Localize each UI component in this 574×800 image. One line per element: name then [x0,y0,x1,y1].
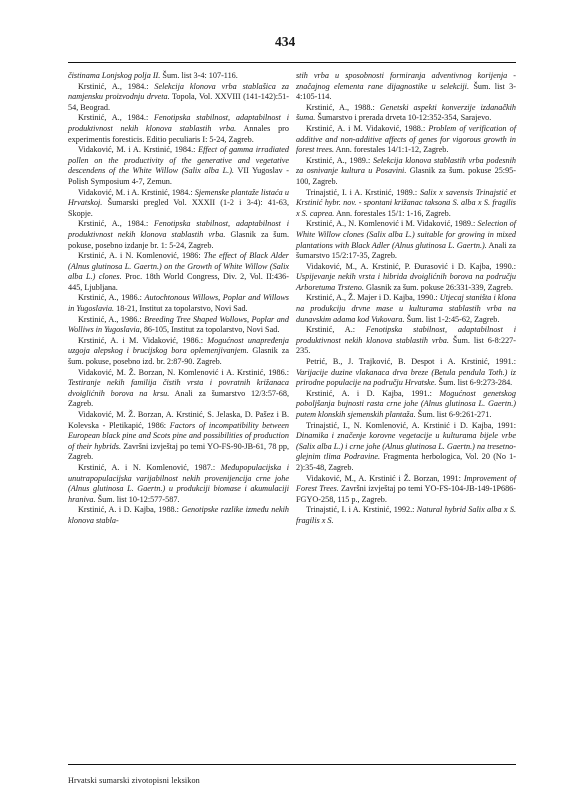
entry-source: Fragmenta herbologica, Vol. 20 (No 1-2):35-48, Zagreb. [296,452,516,472]
left-column [68,71,289,527]
entry-authors: Krstinić, A., 1986.: [78,293,145,303]
bibliography-entry [68,336,289,368]
entry-title: Mogućnost genetskog poboljšanja bujnosti rasta crne johe (Alnus glutinosa L. Gaertn.) putem klonskih sjemenskih plantaža. [296,388,516,419]
entry-authors: Vidaković, M., A. Krstinić, P. Đurasović i D. Kajba, 1990.: [306,261,516,271]
bibliography-entry [296,421,516,474]
entry-authors: Krstinić, A. i M. Vidaković, 1988.: [306,123,429,133]
entry-authors: Krstinić, A., 1986.: [78,314,145,324]
entry-title: Improvement of Forest Trees. [296,473,516,494]
entry-title: Selekcija klonova stablastih vrba podesnih za osnivanje kultura u Posavini. [296,155,516,176]
entry-authors: Vidaković, M. Ž. Borzan, A. Krstinić, S. Jelaska, D. Pašez i B. Kolevska - Pletikapić, 1986: [68,410,289,430]
bibliography-entry [68,293,289,314]
entry-authors: Trinajstić, I. i A. Krstinić, 1992.: [306,505,417,515]
entry-title: Utjecaj staništa i klona na produkciju drvne mase u kulturama stablastih vrba na dunavskim adama kod Vukovara. [296,293,516,324]
entry-authors: Vidaković, M. i A. Krstinić, 1984.: [78,187,195,197]
entry-title: stih vrba u sposobnosti formiranja adventivnog korijenja - značajnog elementa ranе dijagnostike u selekciji. [296,71,516,91]
entry-title: Selection of White Willow clones (Salix alba L.) suitable for growing in mixed plantations with Black Adler (Alnus glutinosa L. Gaertn.). [296,219,516,250]
bibliography-entry [296,124,516,156]
bibliography-entry [68,251,289,293]
bibliography-entry [296,389,516,421]
entry-title: Breeding Tree Shaped Wollows, Poplar and Wolliws in Yugoslavia, [68,314,289,335]
right-column [296,71,516,527]
bibliography-entry [296,325,516,357]
entry-authors: Krstinić, A., Ž. Majer i D. Kajba, 1990.: [306,293,440,303]
entry-authors: Krstinić, A., 1988.: [306,102,380,112]
bibliography-entry [296,156,516,188]
entry-title: Effect of gamma irradiated pollen on the productivity of the generative and vegetative descendens of the White Willow (Salix alba L.). [68,145,289,176]
entry-source: Završni izvještaj po temi YO-FS-104-JB-149-1P686-FGYO-258, 115 p., Zagreb. [296,484,517,504]
entry-source: Glasnik za šum. pokuse, posebno izdanje br. 1: 5-24, Zagreb. [68,229,289,250]
bibliography-entry [68,82,289,114]
entry-source: Šum. list 6-9:273-284. [436,378,513,388]
entry-authors: Krstinić, A., 1984.: [78,81,155,91]
entry-source: Šum. list 6-8:227-235. [296,335,516,356]
entry-source: Annales pro experimentis foresticis. Editio peculiaris I: 5-24, Zagreb. [68,123,289,144]
entry-title: The effect of Black Alder (Alnus glutinosa L. Gaertn.) on the Growth of White Willow (Salix alba L.) clones. [68,251,289,282]
entry-source: Šum. list 3-4:105-114. [296,81,516,102]
entry-source: Završni izvještaj po temi YO-FS-90-JB-61, 78 pp, Zagreb. [68,441,289,462]
bibliography-entry [296,103,516,124]
entry-source: VII Yugoslav - Polish Symposium 4-7, Zemun. [68,166,289,186]
entry-authors: Vidaković, M. Ž. Borzan, N. Komlenović i A. Krstinić, 1986.: [78,367,289,377]
bibliography-entry [68,113,289,145]
page-number: 434 [275,34,296,49]
bibliography-entry [68,463,289,505]
bibliography-entry [296,293,516,325]
entry-source: Ann. forestales 14/1:1-12, Zagreb. [334,145,449,155]
entry-authors: Krstinić, A., 1984.: [78,219,155,229]
entry-title: Varijacije duzine vlakanaca drva breze (Betula pendula Toth.) iz prirodne populacije na području Hrvatske. [296,367,516,388]
entry-source: Proc. 18th World Congress, Div. 2, Vol. II:436-445, Ljubljana. [68,272,289,292]
entry-source: 86-105, Institut za topolarstvo, Novi Sad. [141,325,280,335]
entry-authors: Krstinić, A.: [306,325,366,335]
entry-title: Autochtonous Willows, Poplar and Willows in Yugoslavia. [68,293,289,314]
entry-authors: Krstinić, A. i D. Kajba, 1988.: [78,505,182,515]
entry-authors: Petrić, B., J. Trajković, B. Despot i A. Krstinić, 1991.: [306,357,516,367]
entry-authors: Krstinić, A. i N. Komlenović, 1987.: [78,462,221,472]
entry-authors: Vidaković, M., A. Krstinić i Ž. Borzan, 1991: [306,473,464,483]
entry-authors: Vidaković, M. i A. Krstinić, 1984.: [78,145,199,155]
entry-title: Mogućnost unapređenja uzgoja alepskog i brucijskog bora oplemenjivanjem. [68,335,290,356]
entry-source: Anali za šumarstvo 15/2:17-35, Zagreb. [296,240,516,261]
bibliography-entry [296,357,516,389]
entry-title: Factors of incompatibility between European black pine and Scots pine and possibilities of production of their hybrids. [68,420,289,451]
bibliography-entry [68,368,289,410]
bibliography-entry [68,505,289,526]
entry-authors: Krstinić, A. i N. Komlenović, 1986: [78,251,204,261]
bibliography-entry [68,219,289,251]
entry-title: Genetski aspekti konverzije izdanačkih šuma. [296,102,516,123]
entry-authors: Krstinić, A. i D. Kajba, 1991.: [306,388,440,398]
bibliography-entry [68,188,289,220]
entry-title: Uspijevanje nekih vrsta i hibrida dvoiglićnih borova na području Arboretuma Trsteno. [296,272,516,292]
entry-title: Fenotipska stabilnost, adaptabilnost i produktivnost nekih klonova stablastih vrba. [68,219,289,239]
bibliography-entry [296,474,516,506]
entry-source: Šumarstvo i prerada drveta 10-12:352-354, Sarajevo. [315,113,492,123]
entry-authors: Krstinić, A. i M. Vidaković, 1986.: [78,335,208,345]
bibliography-entry [296,71,516,103]
entry-source: Ann. forestales 15/1: 1-16, Zagreb. [334,208,451,218]
bibliography-entry [68,145,289,187]
bibliography-entry [296,262,516,294]
entry-source: Šum. list 10-12:577-587. [95,494,180,504]
entry-authors: Krstinić, A., 1984.: [78,113,155,123]
entry-source: 18-21, Institut za topolarstvo, Novi Sad. [114,304,248,314]
entry-authors: Krstinić, A., 1989.: [306,155,373,165]
bibliography-entry [296,219,516,261]
entry-title: Genotipske razlike između nekih klonova stabla- [68,505,289,525]
entry-source: Topola, Vol. XXVIII (141-142):51-54, Beograd. [68,92,289,112]
bibliography-entry [296,188,516,220]
footer-rule [68,764,516,765]
bibliography-entry [68,315,289,336]
entry-title: Selekcija klonova vrba stablašica za namjensku proizvodnju drveta. [68,81,289,102]
entry-source: Glasnik za šum. pokuse, posebno izd. br. 2:87-90. Zagreb. [68,346,289,367]
page-footer: Hrvatski sumarski zivotopisni leksikon [68,776,200,785]
entry-authors: Krstinić, A., N. Komlenović i M. Vidaković, 1989.: [306,219,478,229]
entry-source: Glasnik za šum. pokuse 25:95-100, Zagreb. [296,166,516,186]
entry-title: Natural hybrid Salix alba x S. fragilis x S. [296,505,517,525]
entry-source: Anali za šumarstvo 12/3:57-68, Zagreb. [68,388,289,409]
entry-title: Salix x savensis Trinajstić et Krstinić hybr. nov. - spontani križanac taksona S. alba x S. fragilis x S. caprea. [296,187,516,218]
entry-source: Šum. list 1-2:45-62, Zagreb. [404,314,500,324]
bibliography-entry [68,71,289,82]
bibliography-entry [68,410,289,463]
entry-title: Međupopulacijska i unutrapopulacijska varijabilnost nekih provenijencija crne johe (Alnus glutinosa L. Gaertn.) u produkciji biomase i akumulaciji hraniva. [68,462,289,504]
entry-title: čistinama Lonjskog polja II. [68,71,161,80]
entry-title: Sjemenske plantaže listaća u Hrvatskoj. [68,187,289,208]
entry-authors: Trinajstić, I., N. Komlenović, A. Krstinić i D. Kajba, 1991: [306,420,516,430]
entry-source: Šum. list 6-9:261-271. [415,410,492,419]
entry-title: Dinamika i značenje korovne vegetacije u kulturama bijele vrbe (Salix alba L.) i crne johe (Alnus glutinosa L. Gaertn.) na tresetno-glejnim tlima Podravine. [296,431,516,462]
entry-source: Šum. list 3-4: 107-116. [160,71,238,80]
bibliography-entry [296,505,516,526]
entry-title: Fenotipska stabilnost, adaptabilnost i produktivnost nekih klonova stablastih vrba. [68,113,289,133]
entry-title: Fenotipska stabilnost, adaptabilnost i produktivnost nekih klonova stablastih vrba. [296,325,516,345]
entry-authors: Trinajstić, I. i A. Krstinić, 1989.: [306,187,420,197]
entry-source: Glasnik za šum. pokuse 26:331-339, Zagreb. [363,282,513,292]
entry-title: Testiranje nekih familija čistih vrsta i povratnih križanaca dvoiglićnih borova na krsu. [68,378,289,398]
entry-title: Problem of verification of additive and non-additive affects of genes for vigorous growth in forest trees. [296,123,516,155]
header-rule [68,62,516,63]
entry-source: Šumarski pregled Vol. XXXII (1-2 i 3-4): 41-63, Skopje. [68,198,289,218]
